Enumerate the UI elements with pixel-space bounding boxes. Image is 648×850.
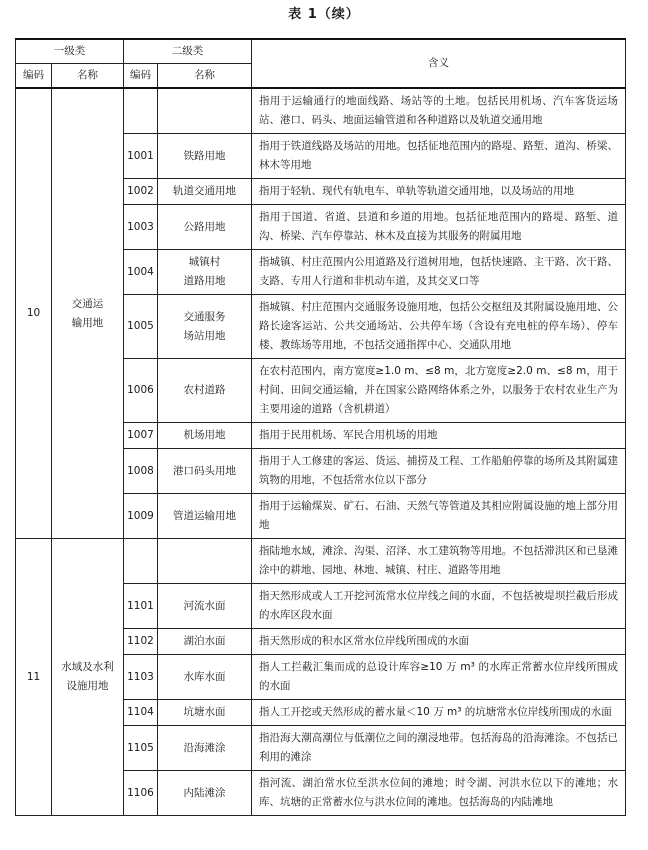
level2-code: 1002 xyxy=(124,179,158,205)
level2-meaning: 指天然形成或人工开挖河流常水位岸线之间的水面，不包括被堤坝拦截后形成的水库区段水面 xyxy=(252,584,626,629)
level2-meaning: 指用于国道、省道、县道和乡道的用地。包括征地范围内的路堤、路堑、道沟、桥梁、汽车停靠站、林木及直接为其服务的附属用地 xyxy=(252,205,626,250)
level2-code: 1003 xyxy=(124,205,158,250)
level2-meaning: 指人工拦截汇集而成的总设计库容≥10 万 m³ 的水库正常蓄水位岸线所围成的水面 xyxy=(252,655,626,700)
level2-code: 1005 xyxy=(124,295,158,359)
level2-name: 港口码头用地 xyxy=(158,449,252,494)
level2-meaning: 指用于人工修建的客运、货运、捕捞及工程、工作船舶停靠的场所及其附属建筑物的用地，不包括常水位以下部分 xyxy=(252,449,626,494)
land-use-classification-table xyxy=(15,38,626,816)
level2-name: 湖泊水面 xyxy=(158,629,252,655)
group-intro-meaning: 指陆地水域，滩涂、沟渠、沼泽、水工建筑物等用地。不包括滞洪区和已垦滩涂中的耕地、园地、林地、城镇、村庄、道路等用地 xyxy=(252,539,626,584)
level2-code: 1001 xyxy=(124,134,158,179)
table-title: 表 1（续） xyxy=(288,7,360,22)
level2-meaning: 指河流、湖泊常水位至洪水位间的滩地；时令湖、河洪水位以下的滩地；水库、坑塘的正常蓄水位与洪水位间的滩地。包括海岛的内陆滩地 xyxy=(252,771,626,816)
level2-name: 铁路用地 xyxy=(158,134,252,179)
level2-code-empty xyxy=(124,539,158,584)
header-level2: 二级类 xyxy=(124,39,252,64)
group-intro-row xyxy=(16,88,626,134)
header-meaning: 含义 xyxy=(252,39,626,88)
level2-code: 1103 xyxy=(124,655,158,700)
level2-name: 水库水面 xyxy=(158,655,252,700)
level2-code: 1008 xyxy=(124,449,158,494)
header-level1: 一级类 xyxy=(16,39,124,64)
level2-code: 1006 xyxy=(124,359,158,423)
level1-code: 10 xyxy=(16,88,52,539)
level2-name: 内陆滩涂 xyxy=(158,771,252,816)
level2-meaning: 指城镇、村庄范围内公用道路及行道树用地，包括快速路、主干路、次干路、支路、专用人行道和非机动车道，及其交叉口等 xyxy=(252,250,626,295)
level2-meaning: 指天然形成的积水区常水位岸线所围成的水面 xyxy=(252,629,626,655)
header-level1-code: 编码 xyxy=(16,64,52,89)
level2-meaning: 指城镇、村庄范围内交通服务设施用地，包括公交枢纽及其附属设施用地、公路长途客运站、公共交通场站、公共停车场（含设有充电桩的停车场）、停车楼、教练场等用地，不包括交通指挥中心、交通队用地 xyxy=(252,295,626,359)
level2-name: 轨道交通用地 xyxy=(158,179,252,205)
level2-meaning: 指沿海大潮高潮位与低潮位之间的潮浸地带。包括海岛的沿海滩涂。不包括已利用的滩涂 xyxy=(252,726,626,771)
level2-meaning: 指用于轻轨、现代有轨电车、单轨等轨道交通用地，以及场站的用地 xyxy=(252,179,626,205)
header-level2-code: 编码 xyxy=(124,64,158,89)
level2-code: 1102 xyxy=(124,629,158,655)
level2-name: 坑塘水面 xyxy=(158,700,252,726)
header-level2-name: 名称 xyxy=(158,64,252,89)
level2-name-empty xyxy=(158,539,252,584)
level2-code: 1104 xyxy=(124,700,158,726)
header-row-1 xyxy=(16,39,626,64)
header-level1-name: 名称 xyxy=(52,64,124,89)
level1-name: 水域及水利 设施用地 xyxy=(52,539,124,816)
level2-meaning: 指人工开挖或天然形成的蓄水量＜10 万 m³ 的坑塘常水位岸线所围成的水面 xyxy=(252,700,626,726)
level2-meaning: 在农村范围内，南方宽度≥1.0 m、≤8 m，北方宽度≥2.0 m、≤8 m，用于村间、田间交通运输，并在国家公路网络体系之外，以服务于农村农业生产为主要用途的道路（含机耕道） xyxy=(252,359,626,423)
level2-code: 1106 xyxy=(124,771,158,816)
group-intro-meaning: 指用于运输通行的地面线路、场站等的土地。包括民用机场、汽车客货运场站、港口、码头、地面运输管道和各种道路以及轨道交通用地 xyxy=(252,88,626,134)
level2-name-empty xyxy=(158,88,252,134)
table-body xyxy=(16,88,626,816)
level1-name: 交通运 输用地 xyxy=(52,88,124,539)
level2-code: 1007 xyxy=(124,423,158,449)
level2-code: 1101 xyxy=(124,584,158,629)
level2-meaning: 指用于铁道线路及场站的用地。包括征地范围内的路堤、路堑、道沟、桥梁、林木等用地 xyxy=(252,134,626,179)
level2-name: 管道运输用地 xyxy=(158,494,252,539)
level2-name: 城镇村 道路用地 xyxy=(158,250,252,295)
level2-name: 机场用地 xyxy=(158,423,252,449)
level2-name: 公路用地 xyxy=(158,205,252,250)
level1-code: 11 xyxy=(16,539,52,816)
level2-code: 1004 xyxy=(124,250,158,295)
level2-name: 农村道路 xyxy=(158,359,252,423)
level2-name: 河流水面 xyxy=(158,584,252,629)
level2-name: 沿海滩涂 xyxy=(158,726,252,771)
group-intro-row xyxy=(16,539,626,584)
level2-name: 交通服务 场站用地 xyxy=(158,295,252,359)
level2-meaning: 指用于运输煤炭、矿石、石油、天然气等管道及其相应附属设施的地上部分用地 xyxy=(252,494,626,539)
level2-meaning: 指用于民用机场、军民合用机场的用地 xyxy=(252,423,626,449)
level2-code-empty xyxy=(124,88,158,134)
level2-code: 1009 xyxy=(124,494,158,539)
level2-code: 1105 xyxy=(124,726,158,771)
